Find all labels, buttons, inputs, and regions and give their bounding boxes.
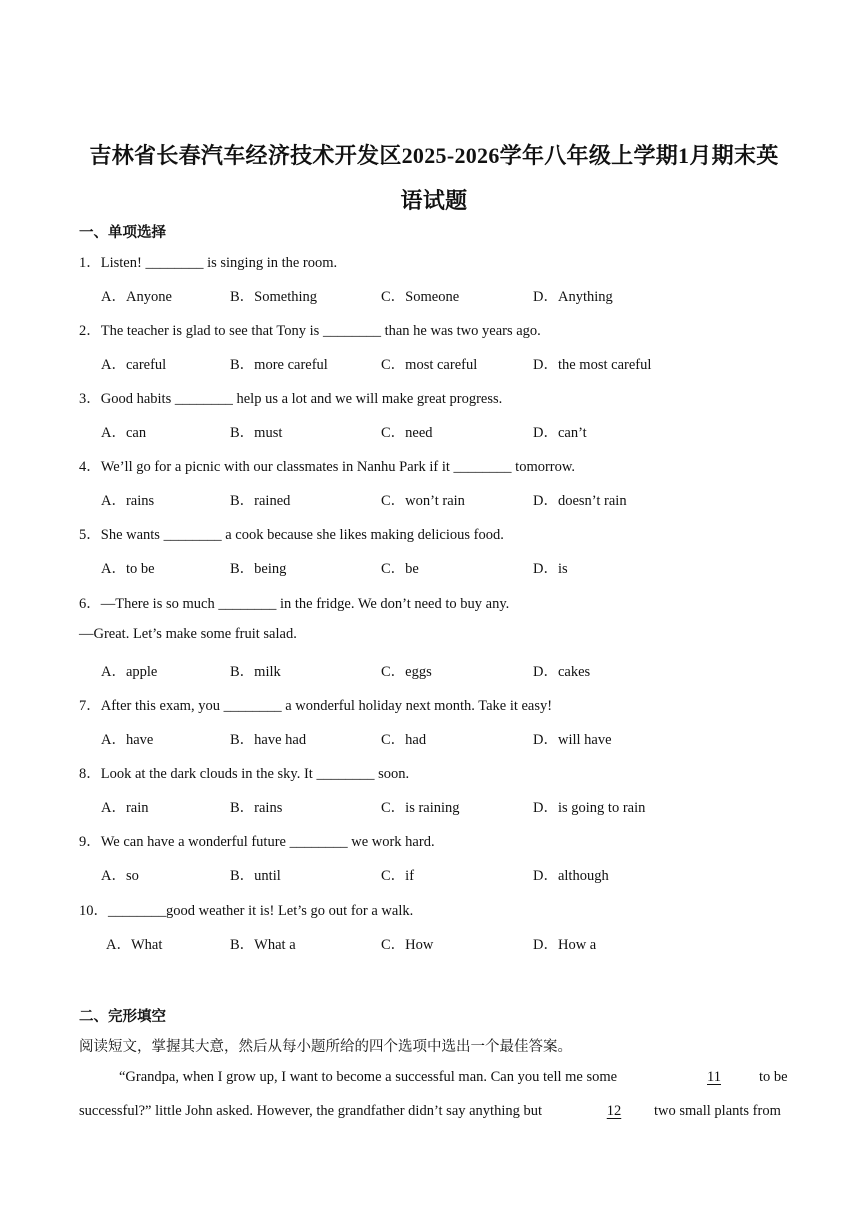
option-b: B．must [230, 425, 283, 441]
option-a: A．can [101, 425, 147, 441]
question-number: 2． [79, 323, 101, 339]
question-text: Good habits ________ help us a lot and we will make great progress. [100, 391, 503, 407]
cloze-instruction: 阅读短文，掌握其大意，然后从每小题所给的四个选项中选出一个最佳答案。 [79, 1039, 572, 1055]
question-text: We’ll go for a picnic with our classmates in Nanhu Park if it ________ tomorrow. [100, 459, 576, 475]
question-text: —There is so much ________ in the fridge. We don’t need to buy any. [100, 596, 510, 612]
option-a: A．so [101, 868, 139, 884]
option-c: C．need [381, 425, 433, 441]
option-c: C．won’t rain [381, 493, 465, 509]
options-7 [101, 728, 781, 748]
option-b: B．rains [230, 800, 283, 816]
passage-text: to be [759, 1069, 788, 1085]
question-text: Listen! ________ is singing in the room. [100, 255, 338, 271]
option-d: D．Anything [533, 289, 613, 305]
option-c: C．How [381, 937, 434, 953]
options-10 [106, 933, 786, 953]
question-1 [79, 251, 337, 272]
options-2 [101, 353, 781, 373]
option-d: D．although [533, 868, 609, 884]
option-d: D．cakes [533, 664, 591, 680]
option-d: D．doesn’t rain [533, 493, 627, 509]
option-b: B．Something [230, 289, 318, 305]
option-b: B．What a [230, 937, 296, 953]
option-d: D．How a [533, 937, 597, 953]
passage-text: two small plants from [654, 1103, 781, 1119]
question-number: 9． [79, 834, 101, 850]
question-text: After this exam, you ________ a wonderful holiday next month. Take it easy! [100, 698, 553, 714]
options-4 [101, 489, 781, 509]
question-text: She wants ________ a cook because she likes making delicious food. [100, 527, 504, 543]
question-number: 7． [79, 698, 101, 714]
question-6 [79, 592, 509, 613]
option-a: A．careful [101, 357, 167, 373]
options-8 [101, 796, 781, 816]
question-number: 4． [79, 459, 101, 475]
option-a: A．What [106, 937, 163, 953]
option-a: A．rains [101, 493, 155, 509]
question-text: We can have a wonderful future ________ we work hard. [100, 834, 435, 850]
option-b: B．have had [230, 732, 307, 748]
option-a: A．rain [101, 800, 149, 816]
section-heading-cloze: 二、完形填空 [79, 1009, 166, 1025]
option-d: D．is going to rain [533, 800, 646, 816]
exam-title-line1: 吉林省长春汽车经济技术开发区2025-2026学年八年级上学期1月期末英 [89, 143, 779, 168]
option-b: B．rained [230, 493, 291, 509]
option-c: C．eggs [381, 664, 432, 680]
question-3 [79, 387, 502, 408]
blank-12: 12 [606, 1103, 622, 1119]
question-number: 10． [79, 903, 108, 919]
option-a: A．have [101, 732, 154, 748]
option-a: A．apple [101, 664, 158, 680]
option-c: C．had [381, 732, 427, 748]
options-3 [101, 421, 781, 441]
option-c: C．Someone [381, 289, 460, 305]
option-b: B．more careful [230, 357, 328, 373]
question-4 [79, 455, 575, 476]
option-c: C．most careful [381, 357, 478, 373]
option-b: B．milk [230, 664, 281, 680]
option-a: A．Anyone [101, 289, 172, 305]
options-5 [101, 557, 781, 577]
blank-11: 11 [707, 1069, 721, 1085]
option-d: D．the most careful [533, 357, 652, 373]
question-6-line2: —Great. Let’s make some fruit salad. [79, 626, 297, 642]
question-number: 1． [79, 255, 101, 271]
passage-text: successful?” little John asked. However, the grandfather didn’t say anything but [79, 1103, 543, 1119]
question-7 [79, 694, 552, 715]
question-number: 3． [79, 391, 101, 407]
question-text: Look at the dark clouds in the sky. It ________ soon. [100, 766, 410, 782]
question-9 [79, 830, 435, 851]
question-text: ________good weather it is! Let’s go out for a walk. [108, 903, 414, 919]
options-1 [101, 285, 781, 305]
question-2 [79, 319, 541, 340]
exam-title-line2: 语试题 [400, 188, 468, 213]
question-number: 8． [79, 766, 101, 782]
question-10 [79, 899, 413, 920]
option-d: D．is [533, 561, 568, 577]
option-a: A．to be [101, 561, 155, 577]
option-b: B．until [230, 868, 281, 884]
question-number: 5． [79, 527, 101, 543]
option-c: C．is raining [381, 800, 460, 816]
section-heading-multiple-choice: 一、单项选择 [79, 225, 166, 241]
option-b: B．being [230, 561, 287, 577]
question-number: 6． [79, 596, 101, 612]
passage-text: “Grandpa, when I grow up, I want to become a successful man. Can you tell me some [119, 1069, 618, 1085]
option-d: D．can’t [533, 425, 587, 441]
question-5 [79, 523, 504, 544]
options-6 [101, 660, 781, 680]
question-text: The teacher is glad to see that Tony is ________ than he was two years ago. [100, 323, 541, 339]
options-9 [101, 864, 781, 884]
question-8 [79, 762, 409, 783]
option-c: C．be [381, 561, 419, 577]
option-c: C．if [381, 868, 415, 884]
option-d: D．will have [533, 732, 612, 748]
